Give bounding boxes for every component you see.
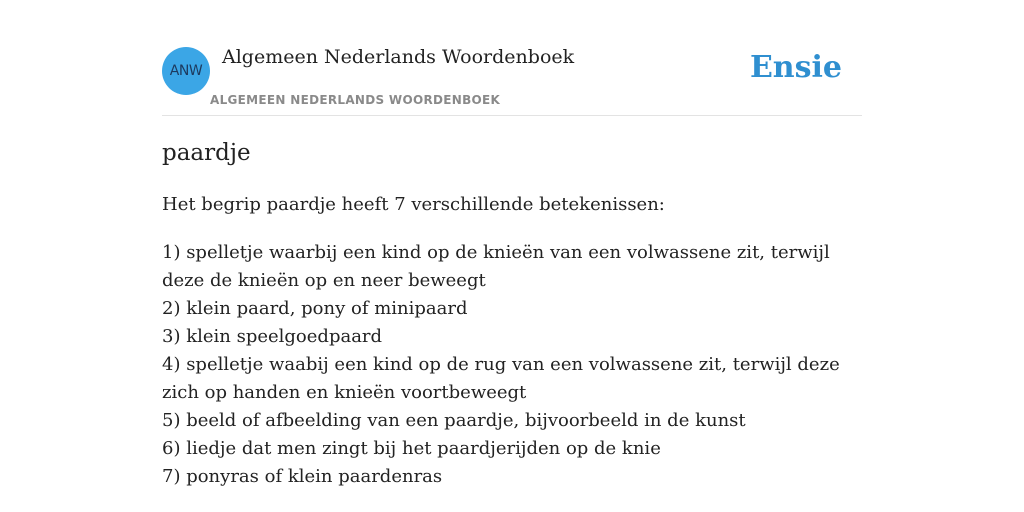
meaning-item: 7) ponyras of klein paardenras (162, 466, 443, 487)
entry-intro: Het begrip paardje heeft 7 verschillende betekenissen: (162, 194, 665, 215)
meaning-item: 2) klein paard, pony of minipaard (162, 298, 468, 319)
meanings-list (162, 239, 862, 491)
meaning-item: 6) liedje dat men zingt bij het paardjerijden op de knie (162, 438, 661, 459)
meaning-item: 5) beeld of afbeelding van een paardje, bijvoorbeeld in de kunst (162, 410, 746, 431)
source-title[interactable]: Algemeen Nederlands Woordenboek (222, 46, 575, 68)
meaning-item: 3) klein speelgoedpaard (162, 326, 383, 347)
entry-card (162, 0, 862, 487)
source-logo[interactable] (162, 47, 210, 95)
meaning-item: 1) spelletje waarbij een kind op de knieën van een volwassene zit, terwijl deze de knieën op en neer beweegt (162, 242, 830, 291)
source-header (162, 0, 862, 116)
meaning-item: 4) spelletje waabij een kind op de rug van een volwassene zit, terwijl deze zich op handen en knieën voortbeweegt (162, 354, 840, 403)
source-logo-text: ANW (169, 63, 203, 79)
brand-logo[interactable]: Ensie (749, 50, 842, 85)
entry-word: paardje (162, 140, 251, 166)
source-subtitle: ALGEMEEN NEDERLANDS WOORDENBOEK (210, 93, 501, 107)
